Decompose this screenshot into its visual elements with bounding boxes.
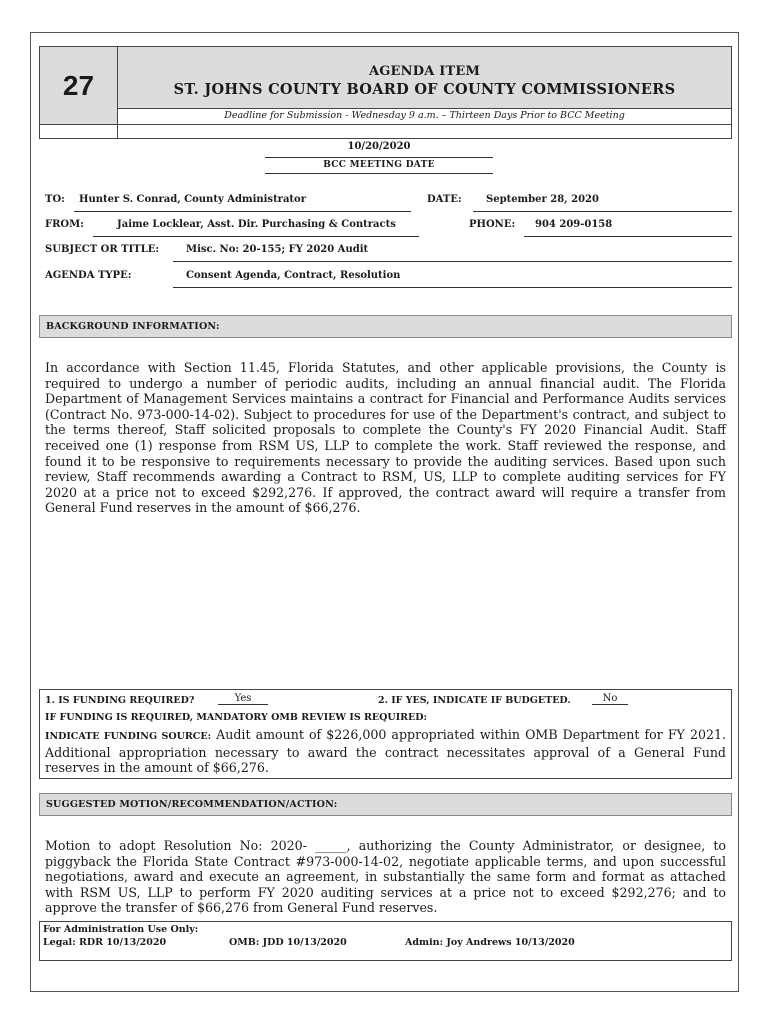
title-block bbox=[118, 47, 731, 109]
legal-signoff: Legal: RDR 10/13/2020 bbox=[43, 937, 167, 948]
phone-underline bbox=[524, 236, 732, 237]
to-value: Hunter S. Conrad, County Administrator bbox=[79, 194, 306, 205]
funding-source bbox=[45, 727, 726, 776]
subject-underline bbox=[173, 261, 732, 262]
meeting-date-label: BCC MEETING DATE bbox=[323, 160, 435, 170]
item-number-footer bbox=[40, 124, 118, 139]
from-value: Jaime Locklear, Asst. Dir. Purchasing & Contracts bbox=[117, 219, 396, 230]
funding-source-text: Audit amount of $226,000 appropriated within OMB Department for FY 2021. Additional appropriation necessary to award the contract necessitates approval of a General Fund reserves in the amount of $66,276. bbox=[45, 727, 726, 776]
background-text: In accordance with Section 11.45, Florida Statutes, and other applicable provisions, the County is required to undergo a number of periodic audits, including an annual financial audit. The Florida Department of Management Services maintains a contract for Financial and Performance Audits services (Contract No. 973-000-14-02). Subject to procedures for use of the Department's contract, and subject to the terms thereof, Staff solicited proposals to complete the County's FY 2020 Financial Audit. Staff received one (1) response from RSM US, LLP to complete the work. Staff reviewed the response, and found it to be responsive to requirements necessary to provide the auditing services. Based upon such review, Staff recommends awarding a Contract to RSM, US, LLP to complete auditing services for FY 2020 at a price not to exceed $292,276. If approved, the contract award will require a transfer from General Fund reserves in the amount of $66,276. bbox=[45, 360, 726, 516]
funding-box bbox=[39, 689, 732, 779]
agenda-form-page bbox=[30, 32, 739, 992]
date-underline bbox=[473, 211, 732, 212]
deadline-note: Deadline for Submission - Wednesday 9 a.m. – Thirteen Days Prior to BCC Meeting bbox=[118, 108, 731, 125]
admin-signoff: Admin: Joy Andrews 10/13/2020 bbox=[405, 937, 575, 948]
subject-label: SUBJECT OR TITLE: bbox=[45, 244, 160, 255]
funding-source-label: INDICATE FUNDING SOURCE: bbox=[45, 731, 212, 742]
from-underline bbox=[93, 236, 419, 237]
to-underline bbox=[74, 211, 411, 212]
from-label: FROM: bbox=[45, 219, 84, 230]
meeting-date: 10/20/2020 bbox=[347, 141, 411, 152]
date-label: DATE: bbox=[427, 194, 462, 205]
budgeted-answer: No bbox=[592, 693, 628, 705]
funding-required-answer: Yes bbox=[218, 693, 268, 705]
motion-heading: SUGGESTED MOTION/RECOMMENDATION/ACTION: bbox=[39, 793, 732, 816]
background-heading: BACKGROUND INFORMATION: bbox=[39, 315, 732, 338]
funding-required-question: 1. IS FUNDING REQUIRED? bbox=[45, 695, 195, 706]
admin-use-box bbox=[39, 921, 732, 961]
title-line-1: AGENDA ITEM bbox=[368, 64, 481, 79]
date-value: September 28, 2020 bbox=[486, 194, 599, 205]
agenda-type-underline bbox=[173, 287, 732, 288]
subject-value: Misc. No: 20-155; FY 2020 Audit bbox=[186, 244, 369, 255]
omb-review-note: IF FUNDING IS REQUIRED, MANDATORY OMB REVIEW IS REQUIRED: bbox=[45, 712, 428, 723]
meeting-date-rule-bottom bbox=[265, 173, 493, 174]
meeting-date-rule bbox=[265, 157, 493, 158]
admin-heading: For Administration Use Only: bbox=[43, 924, 199, 935]
to-label: TO: bbox=[45, 194, 65, 205]
agenda-header bbox=[39, 46, 732, 139]
agenda-type-value: Consent Agenda, Contract, Resolution bbox=[186, 270, 401, 281]
omb-signoff: OMB: JDD 10/13/2020 bbox=[229, 937, 347, 948]
phone-label: PHONE: bbox=[469, 219, 516, 230]
phone-value: 904 209-0158 bbox=[535, 219, 613, 230]
budgeted-question: 2. IF YES, INDICATE IF BUDGETED. bbox=[378, 695, 571, 706]
motion-text: Motion to adopt Resolution No: 2020- _____, authorizing the County Administrator, or designee, to piggyback the Florida State Contract #973-000-14-02, negotiate applicable terms, and upon successful negotiations, award and execute an agreement, in substantially the same form and format as attached with RSM US, LLP to perform FY 2020 auditing services at a price not to exceed $292,276; and to approve the transfer of $66,276 from General Fund reserves. bbox=[45, 838, 726, 916]
item-number: 27 bbox=[40, 47, 118, 125]
title-line-2: ST. JOHNS COUNTY BOARD OF COUNTY COMMISSIONERS bbox=[173, 81, 676, 98]
agenda-type-label: AGENDA TYPE: bbox=[45, 270, 132, 281]
